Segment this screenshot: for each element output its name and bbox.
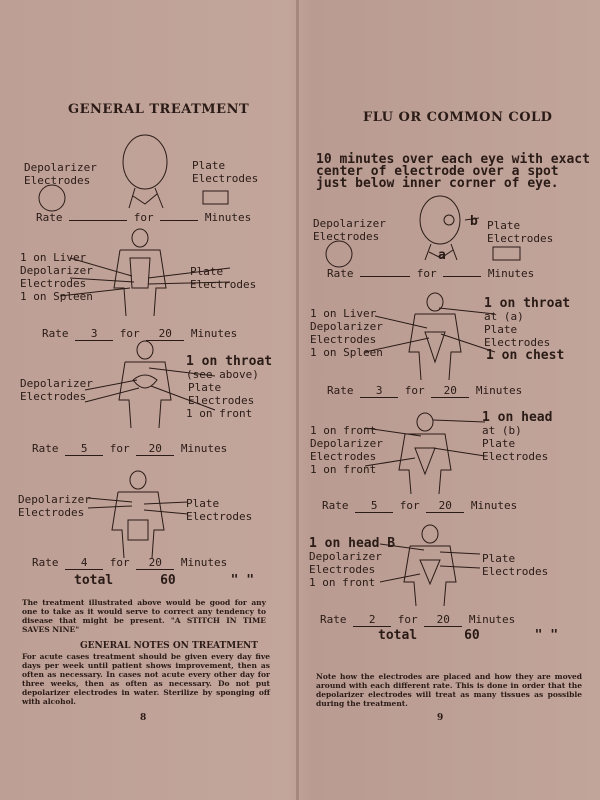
point-a: a — [438, 248, 446, 263]
front-label: 1 on front — [309, 576, 376, 589]
right-title: FLU OR COMMON COLD — [363, 110, 553, 125]
rate-value: 2 — [353, 614, 391, 627]
head-label: 1 on head — [482, 410, 553, 425]
plate-label-r2a: Plate — [484, 323, 518, 336]
body-illustration — [88, 470, 188, 560]
dep-label-r1a: Depolarizer — [313, 217, 386, 230]
left-title: GENERAL TREATMENT — [68, 102, 250, 117]
point-b: b — [470, 214, 478, 229]
page-fold — [296, 0, 299, 800]
plate-electrode-icon — [202, 190, 230, 206]
dep-label-3a: Depolarizer — [20, 377, 93, 390]
dep-label-r4a: Depolarizer — [309, 550, 382, 563]
right-note: Note how the electrodes are placed and how they are moved around with each different rate. This is done in order that the depolarizer electrodes will treat as many tissues as possible during the treatment. — [316, 672, 582, 708]
plate-label-3b: Electrodes — [188, 394, 255, 407]
plate-label-r1b: Electrodes — [487, 232, 554, 245]
for-value: 20 — [136, 443, 174, 456]
body-illustration — [385, 408, 485, 496]
throat-label: 1 on throat — [186, 354, 273, 369]
ditto-mark: " " — [230, 573, 255, 588]
total-value: 60 — [160, 573, 176, 588]
dep-label-r1b: Electrodes — [313, 230, 380, 243]
throat-label: 1 on throat — [484, 296, 571, 311]
treatment-paragraph: The treatment illustrated above would be good for any one to take as it would serve to correct any tendency to disease that might be present. "A STITCH IN TIME SAVES NINE" — [22, 598, 266, 634]
body-illustration — [95, 340, 195, 430]
body-illustration — [90, 228, 190, 318]
dep-label-4b: Electrodes — [18, 506, 85, 519]
plate-label-4a: Plate — [186, 497, 220, 510]
spleen-label: 1 on Spleen — [310, 346, 383, 359]
dep-label-1b: Electrodes — [24, 174, 91, 187]
dep-label-r3a: Depolarizer — [310, 437, 383, 450]
rate-value: 3 — [75, 328, 113, 341]
round-electrode-icon — [38, 184, 68, 214]
dep-label-r3b: Electrodes — [310, 450, 377, 463]
for-value: 20 — [426, 500, 464, 513]
for-value: 20 — [136, 557, 174, 570]
notes-title: GENERAL NOTES ON TREATMENT — [80, 641, 258, 651]
rate-label: Rate — [36, 211, 63, 224]
dep-label-3b: Electrodes — [20, 390, 87, 403]
head-b-label: 1 on head B — [309, 536, 396, 551]
chest-label: 1 on chest — [486, 348, 565, 363]
for-value: 20 — [431, 385, 469, 398]
plate-label-r3b: Electrodes — [482, 450, 549, 463]
total-value: 60 — [464, 628, 480, 643]
dep-label-2b: Electrodes — [20, 277, 87, 290]
dep-label-r2a: Depolarizer — [310, 320, 383, 333]
plate-label-4b: Electrodes — [186, 510, 253, 523]
plate-label-2b: Electrodes — [190, 278, 257, 291]
plate-label-r1a: Plate — [487, 219, 521, 232]
rate-value: 5 — [65, 443, 103, 456]
plate-label-r2b: Electrodes — [484, 336, 551, 349]
front-label-a: 1 on front — [310, 424, 377, 437]
rate-value: 5 — [355, 500, 393, 513]
page-number: 9 — [437, 713, 444, 723]
intro-line-1: 10 minutes over each eye with exact — [316, 152, 590, 167]
front-label: 1 on front — [186, 407, 253, 420]
plate-label-2a: Plate — [190, 265, 224, 278]
dep-label-4a: Depolarizer — [18, 493, 91, 506]
plate-label-1b: Electrodes — [192, 172, 259, 185]
round-electrode-icon — [325, 240, 355, 270]
dep-label-1a: Depolarizer — [24, 161, 97, 174]
body-illustration — [390, 522, 490, 608]
liver-label: 1 on Liver — [310, 307, 377, 320]
throat-note: (see above) — [186, 368, 259, 381]
total-label: total — [74, 573, 114, 588]
head-illustration — [105, 130, 185, 210]
scanned-page: GENERAL TREATMENT Depolarizer Electrodes Plate Electrodes Rate for Minutes 1 on Liver Depolarizer Electrodes 1 on Spleen Plate Electrodes Rate 3 for 20 Minutes 1 on throat (see above) Depolarizer Electrodes Plate Electrodes 1 on front Rate 5 for 20 Minutes Depolarizer Electrodes Plate Electrodes Rate 4 for 20 Minutes total 60 " " The treatment illustrated above would be good for any one to take as it would serve to correct any tendency to disease that might be present. "A STITCH IN TIME SAVES NINE" GENERAL NOTES ON TREATMENT For acute cases treatment should be given every day five days per week until patient shows improvement, then as often as necessary. In cases not acute every other day for three weeks, then as often as necessary. Do not put depolarizer electrodes in water. Sterilize by sponging off with alcohol. 8 FLU OR COMMON COLD 10 minutes over each eye with exact center of electrode over a spot just below inner corner of eye. Depolarizer Electrodes b Plate Electrodes a Rate for Minutes 1 on Liver Depolarizer Electrodes 1 on Spleen 1 on throat at (a) Plate Electrodes 1 on chest Rate 3 for 20 Minutes 1 on front Depolarizer Electrodes 1 on front 1 on head at (b) Plate Electrodes Rate 5 for 20 Minutes 1 on head B Depolarizer Electrodes 1 on front Plate Electrodes Rate 2 for 20 Minutes total 60 " " Note how the electrodes are placed and how they are moved around with each different rate. This is done in order that the depolarizer electrodes will treat as many tissues as possible during the treatment. 9 — [0, 0, 600, 800]
notes-body: For acute cases treatment should be given every day five days per week until patient shows improvement, then as often as necessary. In cases not acute every other day for three weeks, then as often as necessary. Do not put depolarizer electrodes in water. Sterilize by sponging off with alcohol. — [22, 652, 270, 706]
intro-line-3: just below inner corner of eye. — [316, 176, 559, 191]
plate-electrode-icon — [492, 246, 522, 262]
front-label-b: 1 on front — [310, 463, 377, 476]
total-label: total — [378, 628, 418, 643]
dep-label-r4b: Electrodes — [309, 563, 376, 576]
intro-line-2: center of electrode over a spot — [316, 164, 559, 179]
for-value: 20 — [146, 328, 184, 341]
liver-label: 1 on Liver — [20, 251, 87, 264]
head-at-b: at (b) — [482, 424, 522, 437]
page-number: 8 — [140, 713, 147, 723]
plate-label-r4b: Electrodes — [482, 565, 549, 578]
dep-label-2a: Depolarizer — [20, 264, 93, 277]
plate-label-r4a: Plate — [482, 552, 516, 565]
dep-label-r2b: Electrodes — [310, 333, 377, 346]
plate-label-r3a: Plate — [482, 437, 516, 450]
spleen-label: 1 on Spleen — [20, 290, 93, 303]
throat-at-a: at (a) — [484, 310, 524, 323]
plate-label-3a: Plate — [188, 381, 222, 394]
body-illustration — [385, 292, 485, 382]
ditto-mark: " " — [534, 628, 559, 643]
rate-value: 3 — [360, 385, 398, 398]
rate-value: 4 — [65, 557, 103, 570]
for-value: 20 — [424, 614, 462, 627]
plate-label-1a: Plate — [192, 159, 226, 172]
